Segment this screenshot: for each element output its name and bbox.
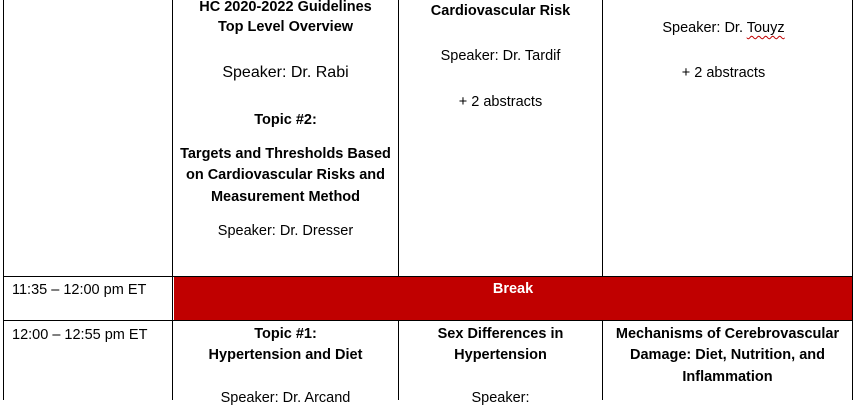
speaker-text: Speaker: Dr. Arcand <box>220 390 351 406</box>
session-title-line-3: Inflammation <box>682 369 773 385</box>
session-heading-line-1: HC 2020-2022 Guidelines <box>199 0 372 15</box>
topic-label: Topic #2: <box>254 112 317 128</box>
session-title-line-2: Damage: Diet, Nutrition, and <box>630 347 825 363</box>
session-cell-col2-row3 <box>399 321 602 406</box>
session-heading: Cardiovascular Risk <box>430 3 571 19</box>
session-cell-col3-row3 <box>603 321 852 400</box>
session-cell-col1-row3 <box>173 321 398 406</box>
session-cell-col2 <box>399 0 602 276</box>
speaker-name: Touyz <box>746 20 785 36</box>
break-label: Break <box>492 281 534 297</box>
speaker-text: Speaker: Dr. Rabi <box>222 64 349 81</box>
abstracts-text: + 2 abstracts <box>458 94 543 110</box>
session-title-line-2: Hypertension <box>454 347 547 363</box>
topic-label: Topic #1: <box>254 326 317 342</box>
session-heading-line-2: Top Level Overview <box>217 19 354 35</box>
grid-left-border <box>3 0 4 400</box>
session-title-line-1: Mechanisms of Cerebrovascular <box>615 326 840 342</box>
session-cell-col1 <box>173 0 398 276</box>
speaker-prefix: Speaker: Dr. <box>662 20 747 36</box>
speaker-text: Speaker: Dr. Dresser <box>217 223 354 239</box>
speaker-text: Speaker: Dr. Tardif <box>440 48 561 64</box>
speaker-text: Speaker: <box>471 390 530 406</box>
time-slot-lunch: 12:00 – 12:55 pm ET <box>12 327 148 343</box>
abstracts-text: + 2 abstracts <box>681 65 766 81</box>
time-slot-break: 11:35 – 12:00 pm ET <box>12 282 147 298</box>
speaker-text <box>595 17 852 39</box>
topic-title-line-3: Measurement Method <box>210 189 361 205</box>
grid-right-border <box>852 0 853 400</box>
topic-title: Hypertension and Diet <box>208 347 363 363</box>
break-banner <box>174 277 852 320</box>
topic-title-line-2: on Cardiovascular Risks and <box>185 167 386 183</box>
session-title-line-1: Sex Differences in <box>437 326 564 342</box>
session-cell-col3 <box>603 0 852 276</box>
topic-title-line-1: Targets and Thresholds Based <box>180 146 391 162</box>
